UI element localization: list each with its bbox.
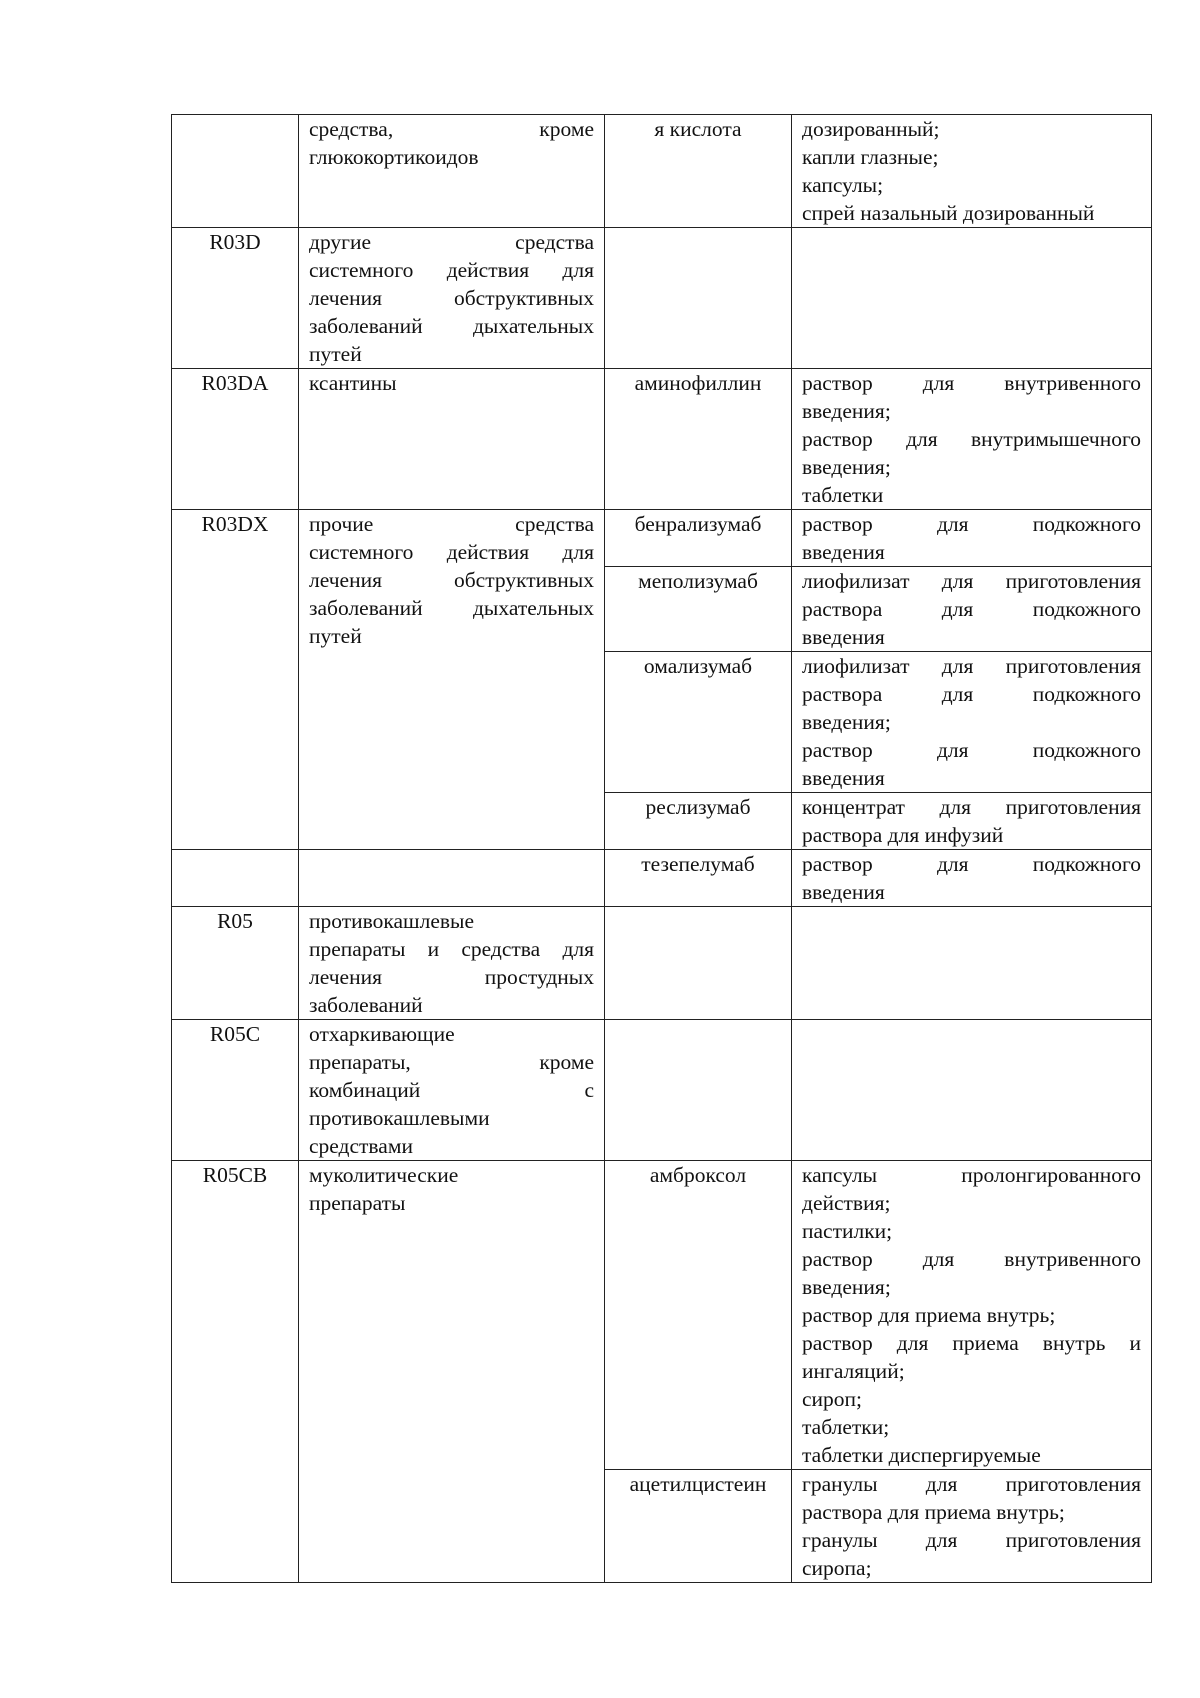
text-line: препараты bbox=[309, 1191, 406, 1215]
text-line: гранулы для приготовления bbox=[802, 1528, 1141, 1552]
table-row bbox=[172, 228, 1152, 369]
text-line: таблетки диспергируемые bbox=[802, 1443, 1041, 1467]
drug-name: я кислота bbox=[654, 117, 742, 141]
text-line: раствора для подкожного bbox=[802, 682, 1141, 706]
text-line: муколитические bbox=[309, 1163, 459, 1187]
dosage-form-cell bbox=[792, 369, 1152, 510]
drug-name-cell bbox=[605, 567, 792, 652]
drug-name: реслизумаб bbox=[645, 795, 751, 819]
atc-group-cell bbox=[299, 115, 605, 228]
text-line: лиофилизат для приготовления bbox=[802, 569, 1141, 593]
drug-name-cell bbox=[605, 369, 792, 510]
text-line: введения bbox=[802, 540, 885, 564]
atc-code: R03DX bbox=[201, 512, 269, 536]
dosage-form-cell bbox=[792, 567, 1152, 652]
text-line: пастилки; bbox=[802, 1219, 893, 1243]
atc-code-cell bbox=[172, 228, 299, 369]
text-line: гранулы для приготовления bbox=[802, 1472, 1141, 1496]
atc-code-cell bbox=[172, 907, 299, 1020]
text-line: лечения обструктивных bbox=[309, 286, 594, 310]
drug-name-cell bbox=[605, 228, 792, 369]
text-line: другие средства bbox=[309, 230, 594, 254]
drug-name-cell bbox=[605, 1020, 792, 1161]
text-line: сиропа; bbox=[802, 1556, 872, 1580]
dosage-form-cell bbox=[792, 510, 1152, 567]
table-body bbox=[172, 115, 1152, 1583]
drug-name: аминофиллин bbox=[634, 371, 762, 395]
atc-code: R05C bbox=[209, 1022, 261, 1046]
table-row bbox=[172, 907, 1152, 1020]
drug-name: бенрализумаб bbox=[634, 512, 762, 536]
drug-name-cell bbox=[605, 652, 792, 793]
text-line: дозированный; bbox=[802, 117, 940, 141]
text-line: заболеваний дыхательных bbox=[309, 596, 594, 620]
dosage-form-cell bbox=[792, 652, 1152, 793]
dosage-form-cell bbox=[792, 793, 1152, 850]
atc-code: R05CB bbox=[202, 1163, 268, 1187]
drug-name: тезепелумаб bbox=[641, 852, 755, 876]
text-line: введения bbox=[802, 880, 885, 904]
atc-code-cell bbox=[172, 850, 299, 907]
drug-name-cell bbox=[605, 510, 792, 567]
drug-name-cell bbox=[605, 850, 792, 907]
text-line: раствор для приема внутрь; bbox=[802, 1303, 1056, 1327]
dosage-form-cell bbox=[792, 1020, 1152, 1161]
table-row bbox=[172, 850, 1152, 907]
text-line: таблетки bbox=[802, 483, 884, 507]
atc-code: R05 bbox=[217, 909, 253, 933]
text-line: лиофилизат для приготовления bbox=[802, 654, 1141, 678]
dosage-form-cell bbox=[792, 115, 1152, 228]
text-line: капсулы; bbox=[802, 173, 884, 197]
table-row bbox=[172, 115, 1152, 228]
dosage-form-cell bbox=[792, 907, 1152, 1020]
text-line: прочие средства bbox=[309, 512, 594, 536]
text-line: раствора для приема внутрь; bbox=[802, 1500, 1065, 1524]
text-line: действия; bbox=[802, 1191, 891, 1215]
atc-group-cell bbox=[299, 510, 605, 850]
table-row bbox=[172, 369, 1152, 510]
text-line: раствор для подкожного bbox=[802, 852, 1141, 876]
atc-code-cell bbox=[172, 510, 299, 850]
text-line: препараты и средства для bbox=[309, 937, 594, 961]
drug-name-cell bbox=[605, 1161, 792, 1470]
atc-code-cell bbox=[172, 115, 299, 228]
drug-name-cell bbox=[605, 1470, 792, 1583]
atc-code: R03DA bbox=[201, 371, 269, 395]
text-line: раствор для приема внутрь и bbox=[802, 1331, 1141, 1355]
dosage-form-cell bbox=[792, 228, 1152, 369]
drug-name: ацетилцистеин bbox=[629, 1472, 767, 1496]
text-line: таблетки; bbox=[802, 1415, 890, 1439]
text-line: путей bbox=[309, 342, 362, 366]
atc-group-cell bbox=[299, 850, 605, 907]
atc-code-cell bbox=[172, 1020, 299, 1161]
text-line: раствор для внутримышечного bbox=[802, 427, 1141, 451]
text-line: введения bbox=[802, 625, 885, 649]
text-line: введения; bbox=[802, 399, 891, 423]
text-line: препараты, кроме bbox=[309, 1050, 594, 1074]
atc-code-cell bbox=[172, 1161, 299, 1583]
text-line: раствор для внутривенного bbox=[802, 1247, 1141, 1271]
dosage-form-cell bbox=[792, 1470, 1152, 1583]
atc-group-cell bbox=[299, 369, 605, 510]
drug-name: амброксол bbox=[649, 1163, 747, 1187]
text-line: раствора для инфузий bbox=[802, 823, 1004, 847]
text-line: системного действия для bbox=[309, 258, 594, 282]
text-line: отхаркивающие bbox=[309, 1022, 455, 1046]
text-line: заболеваний дыхательных bbox=[309, 314, 594, 338]
text-line: глюкокортикоидов bbox=[309, 145, 479, 169]
drug-name: омализумаб bbox=[643, 654, 753, 678]
atc-code-cell bbox=[172, 369, 299, 510]
dosage-form-cell bbox=[792, 850, 1152, 907]
text-line: ксантины bbox=[309, 371, 397, 395]
text-line: раствор для внутривенного bbox=[802, 371, 1141, 395]
text-line: капли глазные; bbox=[802, 145, 939, 169]
text-line: раствора для подкожного bbox=[802, 597, 1141, 621]
text-line: раствор для подкожного bbox=[802, 738, 1141, 762]
text-line: введения; bbox=[802, 455, 891, 479]
table-row bbox=[172, 1020, 1152, 1161]
text-line: лечения обструктивных bbox=[309, 568, 594, 592]
dosage-form-cell bbox=[792, 1161, 1152, 1470]
text-line: лечения простудных bbox=[309, 965, 594, 989]
drug-name-cell bbox=[605, 907, 792, 1020]
text-line: капсулы пролонгированного bbox=[802, 1163, 1141, 1187]
table-row bbox=[172, 510, 1152, 567]
text-line: средствами bbox=[309, 1134, 413, 1158]
text-line: путей bbox=[309, 624, 362, 648]
text-line: концентрат для приготовления bbox=[802, 795, 1141, 819]
table-row bbox=[172, 1161, 1152, 1470]
text-line: комбинаций с bbox=[309, 1078, 594, 1102]
text-line: противокашлевыми bbox=[309, 1106, 490, 1130]
text-line: противокашлевые bbox=[309, 909, 475, 933]
text-line: системного действия для bbox=[309, 540, 594, 564]
text-line: раствор для подкожного bbox=[802, 512, 1141, 536]
text-line: введения; bbox=[802, 1275, 891, 1299]
text-line: введения bbox=[802, 766, 885, 790]
atc-group-cell bbox=[299, 907, 605, 1020]
atc-group-cell bbox=[299, 1161, 605, 1583]
atc-group-cell bbox=[299, 1020, 605, 1161]
drug-name-cell bbox=[605, 115, 792, 228]
drug-classification-table bbox=[171, 114, 1152, 1583]
drug-name-cell bbox=[605, 793, 792, 850]
drug-name: меполизумаб bbox=[638, 569, 758, 593]
text-line: средства, кроме bbox=[309, 117, 594, 141]
atc-code: R03D bbox=[209, 230, 261, 254]
atc-group-cell bbox=[299, 228, 605, 369]
text-line: введения; bbox=[802, 710, 891, 734]
text-line: ингаляций; bbox=[802, 1359, 905, 1383]
text-line: сироп; bbox=[802, 1387, 863, 1411]
text-line: заболеваний bbox=[309, 993, 423, 1017]
text-line: спрей назальный дозированный bbox=[802, 201, 1095, 225]
